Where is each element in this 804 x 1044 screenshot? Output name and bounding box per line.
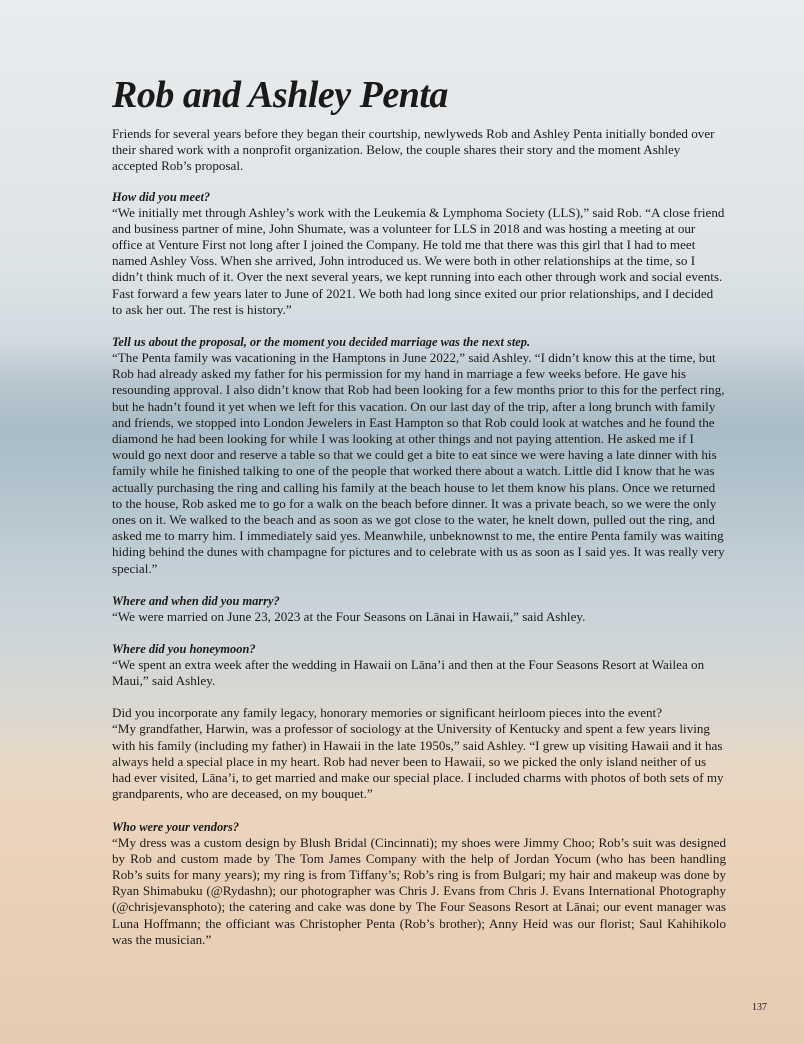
answer-proposal: “The Penta family was vacationing in the Hamptons in June 2022,” said Ashley. “I didn’t know this at the time, but Rob had already asked my father for his permission for my hand in marriage a few weeks before. He gave his resounding approval. I also didn’t know that Rob had been looking for a few months prior to this for the perfect ring, but he hadn’t found it yet when we left for this vacation. On our last day of the trip, after a long brunch with family and friends, we stopped into London Jewelers in East Hampton so that Rob could look at watches and he found the diamond he had been looking for while I was looking at other things and not paying attention. He asked me if I would go next door and reserve a table so that we could get a bite to eat since we were having a late dinner with his family while he finished talking to one of the people that worked there about a watch. Little did I know that he was actually purchasing the ring and calling his family at the beach house to let them know his plans. Once we returned to the house, Rob asked me to go for a walk on the beach before dinner. It was a private beach, so we were the only ones on it. We walked to the beach and as soon as we got close to the water, he knelt down, pulled out the ring, and asked me to marry him. I immediately said yes. Meanwhile, unbeknownst to me, the entire Penta family was waiting hiding behind the dunes with champagne for pictures and to celebrate with us as soon as I said yes. It was really very special.” xyxy=(112,350,725,576)
article-intro: Friends for several years before they began their courtship, newlyweds Rob and Ashley Penta initially bonded over their shared work with a nonprofit organization. Below, the couple shares their story and the moment Ashley accepted Rob’s proposal. xyxy=(112,126,715,174)
article xyxy=(112,72,726,964)
answer-where-married: “We were married on June 23, 2023 at the Four Seasons on Lānai in Hawaii,” said Ashley. xyxy=(112,608,586,624)
question-honeymoon: Where did you honeymoon? xyxy=(112,642,256,657)
answer-family-legacy: “My grandfather, Harwin, was a professor of sociology at the University of Kentucky and spent a few years living with his family (including my father) in Hawaii in the late 1950s,” said Ashley. “I grew up visiting Hawaii and it has always held a special place in my heart. Rob had never been to Hawaii, so we picked the only island neither of us had ever visited, Lāna’i, to get married and make our special place. I included charms with photos of both sets of my grandparents, who are deceased, on my bouquet.” xyxy=(112,721,724,802)
answer-honeymoon: “We spent an extra week after the wedding in Hawaii on Lāna’i and then at the Four Seasons Resort at Wailea on Maui,” said Ashley. xyxy=(112,657,705,689)
answer-how-met: “We initially met through Ashley’s work with the Leukemia & Lymphoma Society (LLS),” said Rob. “A close friend and business partner of mine, John Shumate, was a volunteer for LLS in 2018 and was hosting a meeting at our office at Venture First not long after I joined the Company. He told me that there was this girl that I had to meet named Ashley Voss. When she arrived, John introduced us. We were both in other relationships at the time, so I didn’t think much of it. Over the next several years, we kept running into each other through work and social events. Fast forward a few years later to June of 2021. We both had long since exited our prior relationships, and I decided to ask her out. The rest is history.” xyxy=(112,204,725,317)
page-number: 137 xyxy=(752,1002,767,1013)
question-vendors: Who were your vendors? xyxy=(112,819,240,834)
question-family-legacy: Did you incorporate any family legacy, honorary memories or significant heirloom pieces into the event? xyxy=(112,705,663,721)
article-title: Rob and Ashley Penta xyxy=(112,74,448,116)
question-proposal: Tell us about the proposal, or the moment you decided marriage was the next step. xyxy=(112,335,531,350)
answer-vendors: “My dress was a custom design by Blush Bridal (Cincinnati); my shoes were Jimmy Choo; Rob’s suit was designed by Rob and custom made by The Tom James Company with the help of Jordan Yocum (who has been handling Rob’s suits for many years); my ring is from Tiffany’s; Rob’s ring is from Bulgari; my hair and makeup was done by Ryan Shimabuku (@Rydashn); our photographer was Chris J. Evans from Chris J. Evans International Photography (@chrisjevansphoto); the catering and cake was done by The Four Seasons Resort at Lānai; our event manager was Luna Hoffmann; the officiant was Christopher Penta (Rob’s brother); Anny Heid was our florist; Saul Kahihikolo was the musician.” xyxy=(112,834,726,947)
question-where-married: Where and when did you marry? xyxy=(112,593,280,608)
question-how-met: How did you meet? xyxy=(112,189,211,204)
